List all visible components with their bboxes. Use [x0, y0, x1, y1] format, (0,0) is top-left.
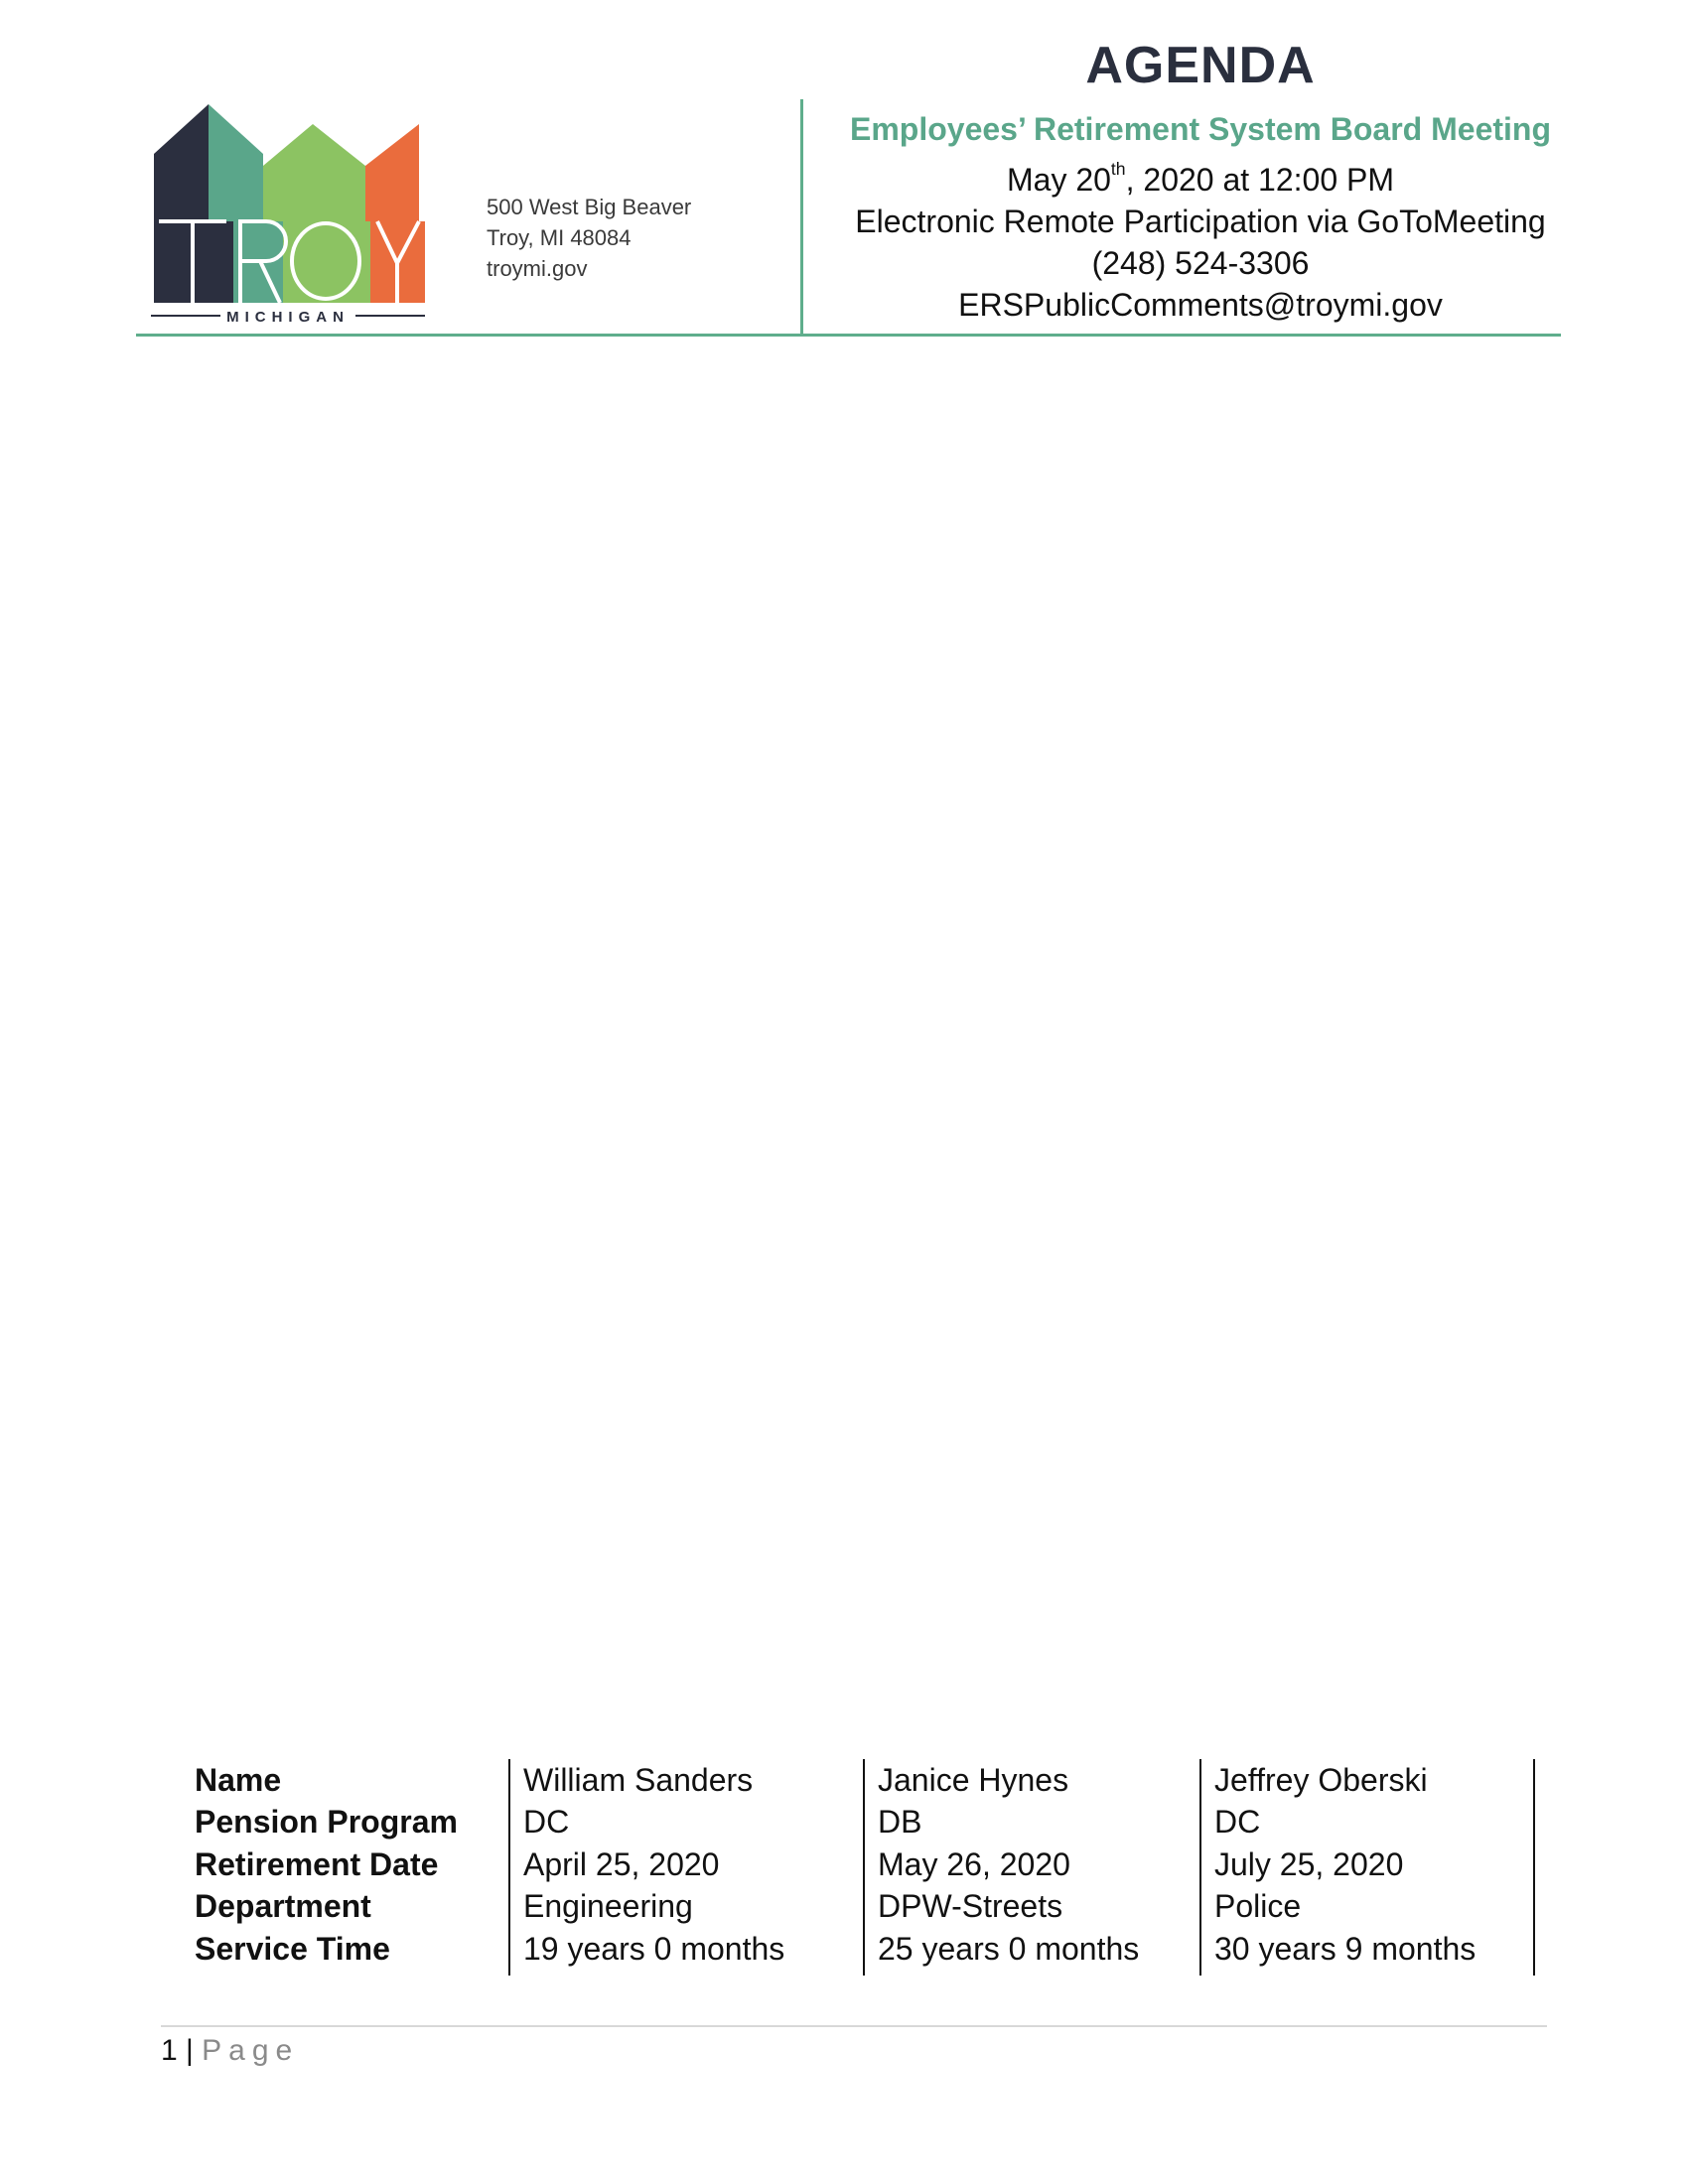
- person-retirement-date: May 26, 2020: [878, 1845, 1070, 1882]
- table-column-person: [523, 1759, 784, 1970]
- meeting-phone: (248) 524-3306: [1091, 245, 1310, 281]
- label-department: Department: [195, 1888, 371, 1925]
- table-row-labels: [195, 1759, 458, 1970]
- city-address: [487, 192, 691, 284]
- person-service-time: 25 years 0 months: [878, 1930, 1140, 1967]
- meeting-date-suffix: , 2020 at 12:00 PM: [1125, 162, 1395, 198]
- page-label: Page: [202, 2034, 300, 2067]
- table-column-divider: [1199, 1759, 1201, 1976]
- table-column-divider: [863, 1759, 865, 1976]
- page-separator: |: [186, 2034, 194, 2067]
- table-column-person: [878, 1759, 1139, 1970]
- label-service-time: Service Time: [195, 1930, 390, 1967]
- meeting-email: ERSPublicComments@troymi.gov: [958, 287, 1443, 323]
- meeting-name: Employees’ Retirement System Board Meeting: [850, 111, 1551, 147]
- person-retirement-date: July 25, 2020: [1214, 1845, 1404, 1882]
- page-number: 1: [161, 2034, 178, 2067]
- person-name: William Sanders: [523, 1762, 754, 1798]
- participation-method: Electronic Remote Participation via GoToMeeting: [855, 204, 1546, 239]
- label-name: Name: [195, 1762, 282, 1798]
- person-pension-program: DB: [878, 1804, 922, 1841]
- person-pension-program: DC: [523, 1804, 570, 1841]
- meeting-date-prefix: May 20: [1006, 162, 1111, 198]
- agenda-title: AGENDA: [1085, 37, 1316, 94]
- label-pension-program: Pension Program: [195, 1804, 458, 1841]
- person-department: Engineering: [523, 1888, 693, 1925]
- header-rule: [136, 334, 1561, 337]
- label-retirement-date: Retirement Date: [195, 1845, 439, 1882]
- troy-michigan-logo: [149, 94, 467, 323]
- table-column-divider: [508, 1759, 510, 1976]
- table-column-person: [1214, 1759, 1476, 1970]
- address-city: Troy, MI 48084: [487, 225, 632, 250]
- person-name: Jeffrey Oberski: [1214, 1762, 1428, 1798]
- person-pension-program: DC: [1214, 1804, 1261, 1841]
- person-department: Police: [1214, 1888, 1302, 1925]
- meeting-date-ordinal: th: [1110, 158, 1126, 179]
- address-street: 500 West Big Beaver: [487, 195, 692, 219]
- person-service-time: 30 years 9 months: [1214, 1930, 1477, 1967]
- header-divider: [800, 99, 803, 334]
- footer-rule: [161, 2025, 1547, 2027]
- meeting-header: [820, 34, 1581, 326]
- address-website: troymi.gov: [487, 256, 588, 281]
- person-retirement-date: April 25, 2020: [523, 1845, 720, 1882]
- logo-michigan-text: MICHIGAN: [226, 309, 350, 323]
- person-service-time: 19 years 0 months: [523, 1930, 785, 1967]
- table-column-divider: [1533, 1759, 1535, 1976]
- meeting-date: [820, 159, 1581, 201]
- person-department: DPW-Streets: [878, 1888, 1063, 1925]
- page-footer: [161, 2031, 299, 2071]
- person-name: Janice Hynes: [878, 1762, 1069, 1798]
